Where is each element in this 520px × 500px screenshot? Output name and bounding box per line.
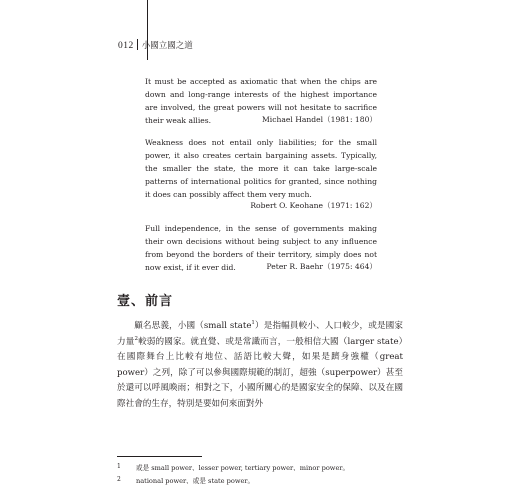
epigraph-2-citation: Robert O. Keohane（1971: 162）	[250, 201, 377, 210]
page-number: 012	[118, 41, 134, 51]
epigraph-3-text: Full independence, in the sense of governments making their own decisions without being subject to any influence from beyond the borders of their territory, simply does not now exist, if it ever did.	[145, 224, 377, 272]
footnote-2	[117, 475, 254, 485]
footnote-separator	[117, 456, 202, 457]
epigraph-1-text: It must be accepted as axiomatic that when the chips are down and long-range interests of the highest importance are involved, the great powers will not hesitate to sacrifice their weak allies.	[145, 77, 377, 125]
footnote-1-number: 1	[117, 463, 121, 470]
running-header	[118, 39, 193, 51]
body-paragraph	[117, 319, 403, 412]
epigraph-1-citation: Michael Handel（1981: 180）	[261, 115, 377, 124]
footnote-ref-1[interactable]: 1	[251, 320, 255, 326]
section-heading: 壹、前言	[117, 294, 174, 309]
header-vertical-rule	[147, 0, 148, 60]
epigraph-2	[145, 136, 377, 201]
footnote-1	[117, 462, 349, 472]
footnote-2-text: national power、或是 state power。	[136, 477, 255, 485]
header-divider	[137, 39, 138, 50]
body-text-part-1: 顧名思義，小國（small state	[134, 321, 252, 331]
epigraph-3-citation: Peter R. Baehr（1975: 464）	[266, 262, 377, 271]
body-text-part-2: ）是指幅員較小、人口較少，或是國家力量	[117, 321, 403, 347]
book-title: 小國立國之道	[141, 41, 193, 51]
epigraph-2-text: Weakness does not entail only liabilities; for the small power, it also creates certain bargaining assets. Typically, the smaller the state, the more it can take large-scale patterns of international politics for granted, since nothing it does can possibly affect them very much.	[145, 138, 377, 199]
body-text-part-3: 較弱的國家。就直覺、或是常識而言，一般相信大國（larger state）在國際舞台上比較有地位、話語比較大聲，如果是躋身強權（great power）之列，除了可以參與國際規範的制訂，超強（superpower）甚至於還可以呼風喚雨；相對之下，小國所關心的是國家安全的保障、以及在國際社會的生存，特別是要如何來面對外	[117, 336, 403, 409]
footnote-ref-2[interactable]: 2	[134, 335, 138, 342]
footnote-2-number: 2	[117, 476, 121, 483]
footnote-1-text: 或是 small power、lesser power, tertiary power、minor power。	[136, 464, 350, 472]
